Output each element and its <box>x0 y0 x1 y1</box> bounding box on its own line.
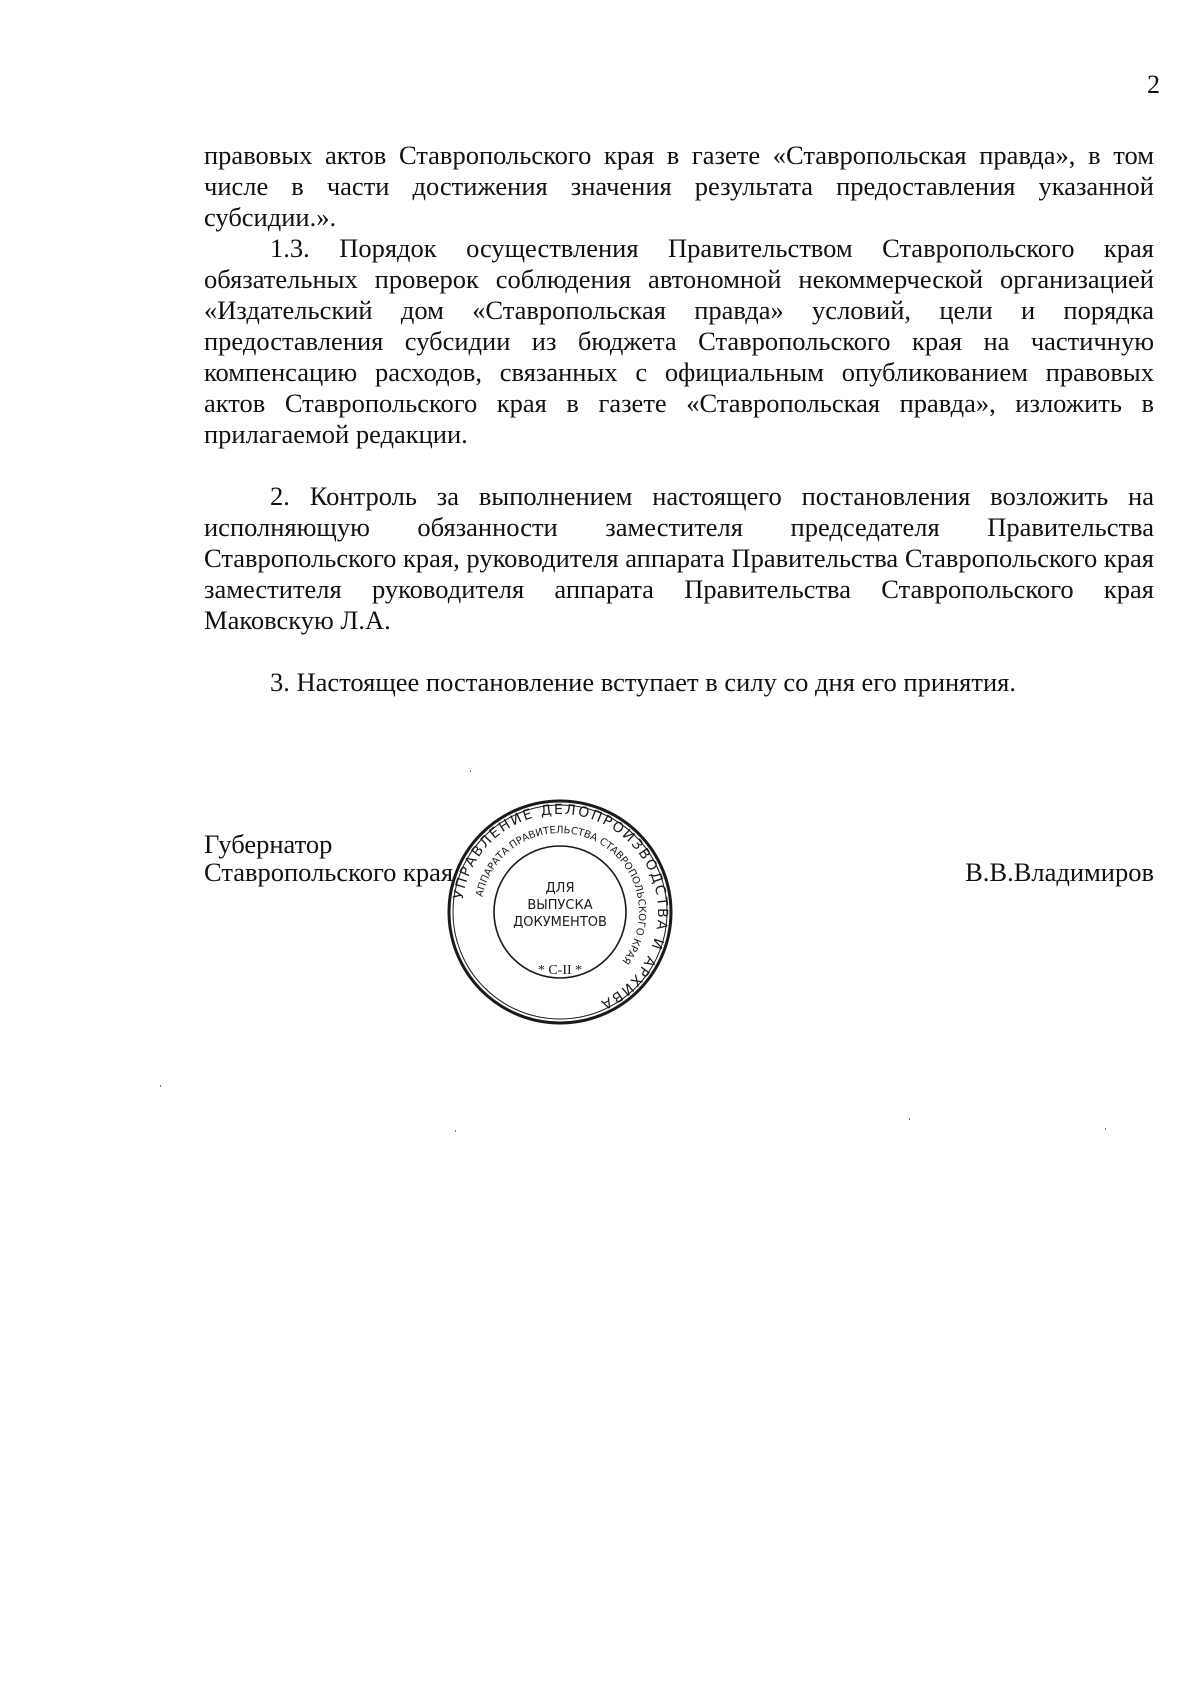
signatory-name: В.В.Владимиров <box>965 857 1154 887</box>
paragraph-1-3: 1.3. Порядок осуществления Правительством Ставропольского края обязательных проверок соблюдения автономной некоммерческой организацией «Издательский дом «Ставропольская правда» условий, цели и порядка предоставления субсидии из бюджета Ставропольского края на частичную компенсацию расходов, связанных с официальным опубликованием правовых актов Ставропольского края в газете «Ставропольская правда», изложить в прилагаемой редакции. <box>204 233 1154 449</box>
scan-speck <box>909 1118 910 1120</box>
scan-speck <box>455 1130 456 1132</box>
scan-speck <box>470 770 471 772</box>
stamp-code: * С-II * <box>537 963 583 978</box>
paragraph-continuation: правовых актов Ставропольского края в газете «Ставропольская правда», в том числе в части достижения значения результата предоставления указанной субсидии.». <box>204 140 1154 232</box>
page-number: 2 <box>1147 70 1160 99</box>
signatory-position <box>204 830 453 886</box>
official-stamp-seal <box>446 798 674 1026</box>
stamp-center-line3: ДОКУМЕНТОВ <box>513 915 607 930</box>
paragraph-3: 3. Настоящее постановление вступает в силу со дня его принятия. <box>270 667 1016 697</box>
signatory-position-line1: Губернатор <box>204 829 333 859</box>
paragraph-gap <box>204 636 1154 667</box>
stamp-center-line1: ДЛЯ <box>545 881 575 896</box>
document-body <box>204 140 1154 698</box>
stamp-center-line2: ВЫПУСКА <box>527 898 593 913</box>
scan-speck <box>1105 1128 1106 1130</box>
stamp-outer-ring-text: УПРАВЛЕНИЕ ДЕЛОПРОИЗВОДСТВА И АРХИВА <box>450 801 671 1013</box>
scan-speck <box>160 1085 161 1087</box>
paragraph-gap <box>204 450 1154 481</box>
paragraph-2: 2. Контроль за выполнением настоящего постановления возложить на исполняющую обязанности заместителя председателя Правительства Ставропольского края, руководителя аппарата Правительства Ставропольского края заместителя руководителя аппарата Правительства Ставропольского края Маковскую Л.А. <box>204 481 1154 635</box>
signatory-position-line2: Ставропольского края <box>204 857 454 887</box>
stamp-inner-ring-text: АППАРАТА ПРАВИТЕЛЬСТВА СТАВРОПОЛЬСКОГО КРАЯ <box>474 824 648 966</box>
